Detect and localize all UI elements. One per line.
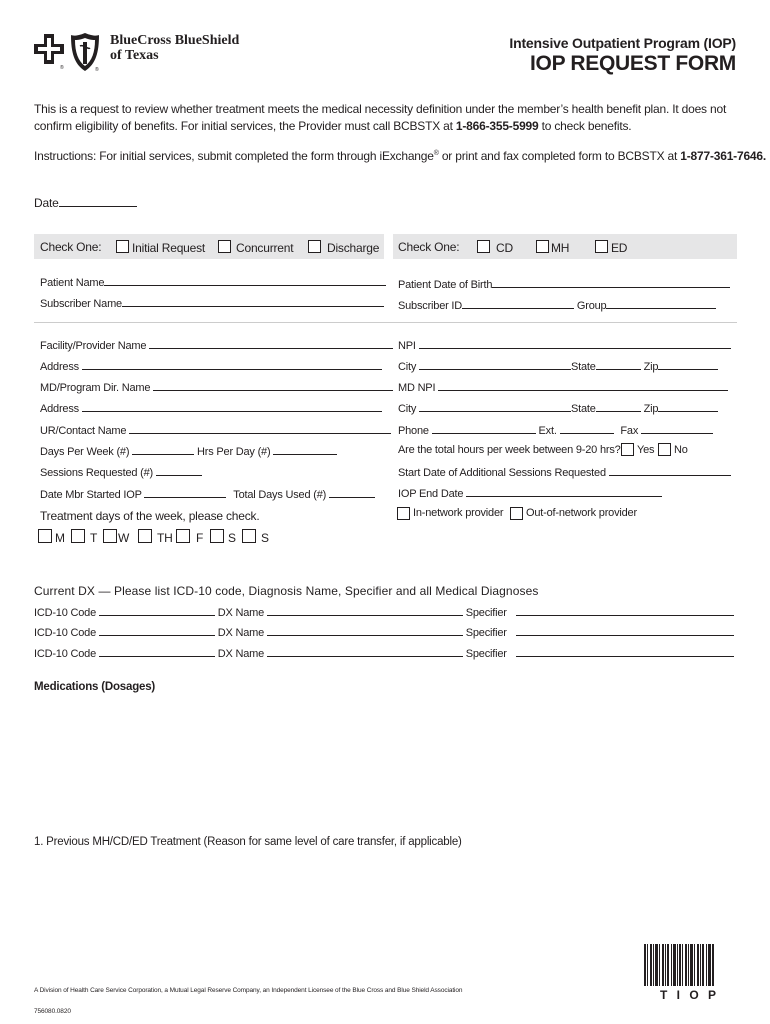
blue-shield-icon xyxy=(70,32,100,72)
patient-name-field[interactable]: Patient Name xyxy=(40,275,386,289)
out-network-label: Out-of-network provider xyxy=(526,507,637,519)
weekday-checkbox-s1[interactable] xyxy=(210,529,224,543)
instructions: Instructions: For initial services, submit completed the form through iExchange® or print and fax completed form to BCBSTX at 1-877-361-7646. xyxy=(34,149,767,163)
discharge-checkbox[interactable] xyxy=(308,240,321,253)
city-state-zip-field-1[interactable]: City State Zip xyxy=(398,359,718,373)
org-name-line1: BlueCross BlueShield xyxy=(110,33,240,48)
yes-checkbox[interactable] xyxy=(621,443,634,456)
total-hours-question: Are the total hours per week between 9-20 hrs? xyxy=(398,444,621,456)
svg-text:®: ® xyxy=(60,65,64,70)
discharge-label: Discharge xyxy=(327,241,380,255)
patient-block-divider xyxy=(34,322,737,323)
initial-request-label: Initial Request xyxy=(132,241,206,255)
out-network-checkbox[interactable] xyxy=(510,507,523,520)
no-label: No xyxy=(674,444,688,456)
weekday-label-s2: S xyxy=(261,531,269,545)
weekday-checkbox-th[interactable] xyxy=(138,529,152,543)
date-field[interactable]: Date xyxy=(34,196,137,210)
mh-checkbox[interactable] xyxy=(536,240,549,253)
footer-disclaimer: A Division of Health Care Service Corporation, a Mutual Legal Reserve Company, an Independent Licensee of the Blue Cross and Blue Shield Association xyxy=(34,987,463,994)
weekday-label-th: TH xyxy=(157,531,173,545)
subscriber-id-field[interactable]: Subscriber ID Group xyxy=(398,298,716,312)
phone-ext-fax-field[interactable]: Phone Ext. Fax xyxy=(398,423,713,437)
previous-treatment-area[interactable] xyxy=(34,854,634,974)
md-program-dir-field[interactable]: MD/Program Dir. Name xyxy=(40,380,393,394)
weekday-label-t: T xyxy=(90,531,98,545)
check-one-label-left: Check One: xyxy=(40,240,102,254)
no-checkbox[interactable] xyxy=(658,443,671,456)
dx-row-1[interactable]: ICD-10 Code DX Name Specifier xyxy=(34,605,734,619)
dx-row-3[interactable]: ICD-10 Code DX Name Specifier xyxy=(34,646,734,660)
org-name-line2: of Texas xyxy=(110,48,159,63)
npi-field[interactable]: NPI xyxy=(398,338,731,352)
benefits-phone: 1-866-355-5999 xyxy=(455,119,539,133)
date-mbr-started-field[interactable]: Date Mbr Started IOP Total Days Used (#) xyxy=(40,487,375,501)
blue-cross-icon xyxy=(34,34,64,70)
yes-label: Yes xyxy=(637,444,655,456)
in-network-label: In-network provider xyxy=(413,507,504,519)
diagnosis-heading: Current DX — Please list ICD-10 code, Diagnosis Name, Specifier and all Medical Diagnoses xyxy=(34,584,539,598)
start-additional-sessions-field[interactable]: Start Date of Additional Sessions Requested xyxy=(398,465,731,479)
barcode-text: T I O P xyxy=(660,988,720,1002)
barcode-icon xyxy=(644,944,714,986)
weekday-label-m: M xyxy=(55,531,65,545)
initial-request-checkbox[interactable] xyxy=(116,240,129,253)
ed-checkbox[interactable] xyxy=(595,240,608,253)
weekday-checkbox-m[interactable] xyxy=(38,529,52,543)
weekday-label-s1: S xyxy=(228,531,236,545)
address-field-1[interactable]: Address xyxy=(40,359,382,373)
group-label: Group xyxy=(576,300,607,312)
intro-paragraph: This is a request to review whether treatment meets the medical necessity definition under the member’s health benefit plan. It does not confirm eligibility of benefits. For initial services, the Provider must call BCBSTX at 1-866-355-5999 to check benefits. xyxy=(34,102,727,133)
medications-heading: Medications (Dosages) xyxy=(34,681,156,693)
form-code: 756080.0820 xyxy=(34,1008,71,1015)
weekday-checkbox-f[interactable] xyxy=(176,529,190,543)
city-state-zip-field-2[interactable]: City State Zip xyxy=(398,401,718,415)
fax-number: 1-877-361-7646. xyxy=(680,149,767,163)
previous-treatment-label: 1. Previous MH/CD/ED Treatment (Reason for same level of care transfer, if applicable) xyxy=(34,836,462,848)
form-title: IOP REQUEST FORM xyxy=(530,52,736,75)
md-npi-field[interactable]: MD NPI xyxy=(398,380,728,394)
logo xyxy=(34,32,254,76)
ed-label: ED xyxy=(611,241,628,255)
total-days-used-label: Total Days Used (#) xyxy=(233,489,327,501)
subscriber-name-field[interactable]: Subscriber Name xyxy=(40,296,384,310)
weekday-checkbox-s2[interactable] xyxy=(242,529,256,543)
program-title: Intensive Outpatient Program (IOP) xyxy=(509,35,736,51)
cd-checkbox[interactable] xyxy=(477,240,490,253)
mh-label: MH xyxy=(551,241,570,255)
address-field-2[interactable]: Address xyxy=(40,401,382,415)
weekday-label-w: W xyxy=(118,531,130,545)
ur-contact-field[interactable]: UR/Contact Name xyxy=(40,423,391,437)
sessions-requested-field[interactable]: Sessions Requested (#) xyxy=(40,465,202,479)
iop-end-date-field[interactable]: IOP End Date xyxy=(398,486,662,500)
concurrent-checkbox[interactable] xyxy=(218,240,231,253)
check-one-label-right: Check One: xyxy=(398,240,460,254)
treatment-days-label: Treatment days of the week, please check. xyxy=(40,509,260,523)
weekday-checkbox-t[interactable] xyxy=(71,529,85,543)
svg-text:®: ® xyxy=(95,67,99,72)
cd-label: CD xyxy=(496,241,513,255)
patient-dob-field[interactable]: Patient Date of Birth xyxy=(398,277,730,291)
medications-area[interactable] xyxy=(34,700,737,820)
hrs-per-day-label: Hrs Per Day (#) xyxy=(197,446,271,458)
facility-name-field[interactable]: Facility/Provider Name xyxy=(40,338,393,352)
concurrent-label: Concurrent xyxy=(236,241,294,255)
weekday-checkbox-w[interactable] xyxy=(103,529,117,543)
in-network-checkbox[interactable] xyxy=(397,507,410,520)
dx-row-2[interactable]: ICD-10 Code DX Name Specifier xyxy=(34,625,734,639)
days-per-week-field[interactable]: Days Per Week (#) Hrs Per Day (#) xyxy=(40,444,337,458)
weekday-label-f: F xyxy=(196,531,204,545)
